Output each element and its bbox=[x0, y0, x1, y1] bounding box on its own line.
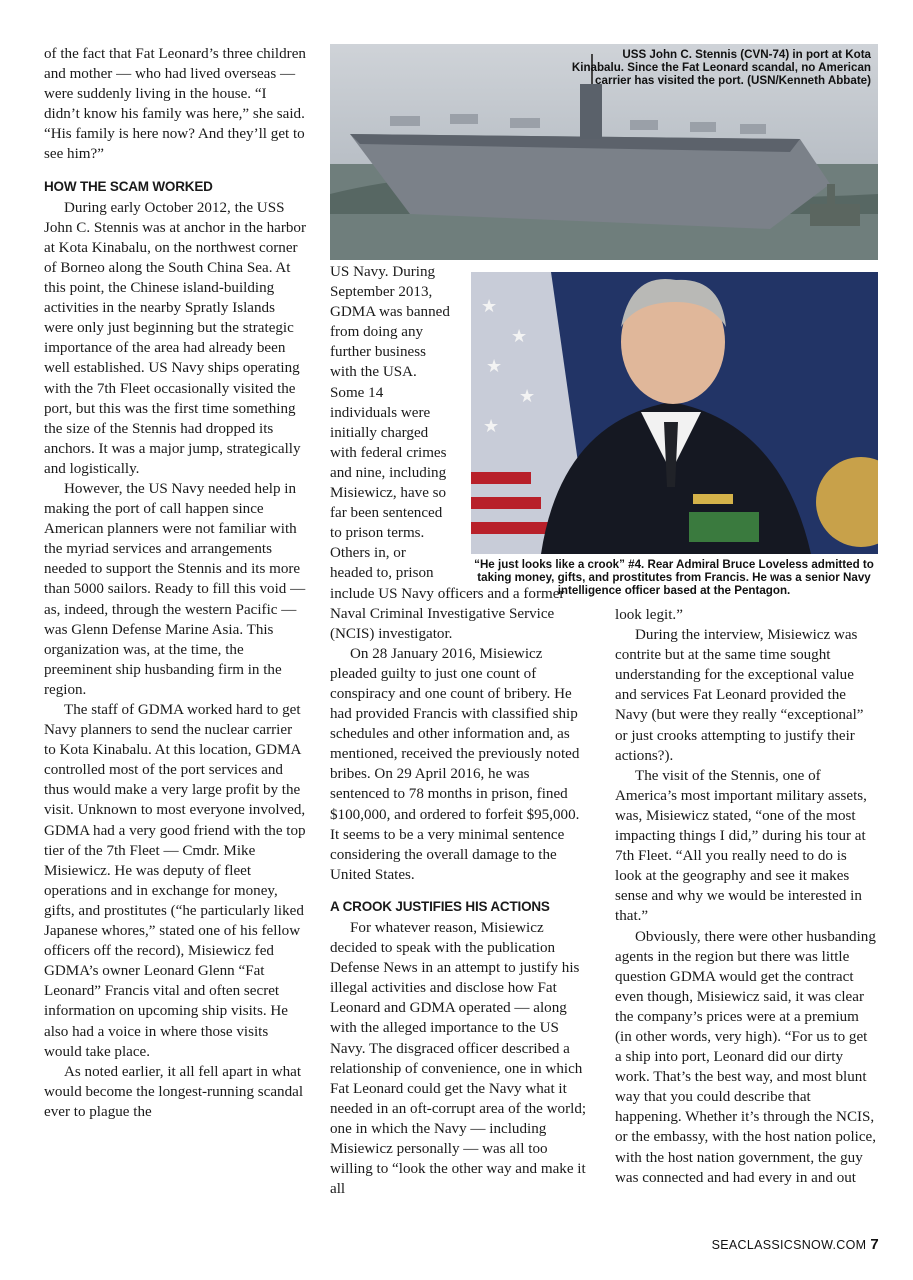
paragraph: As noted earlier, it all fell apart in what would become the longest-running scandal ever to plague the bbox=[44, 1063, 304, 1120]
paragraph: look legit.” bbox=[615, 607, 683, 623]
paragraph: include US Navy officers and a former Naval Criminal Investigative Service (NCIS) investigator. bbox=[330, 585, 565, 642]
article-column-3 bbox=[615, 605, 877, 1188]
paragraph: US Navy. During September 2013, GDMA was banned from doing any further business with the USA. Some 14 individuals were initially charged with federal crimes and nine, including Misiewicz, have so far been sentenced to prison terms. Others in, or headed to, prison bbox=[330, 264, 450, 582]
paragraph: During the interview, Misiewicz was contrite but at the same time sought understanding for the exceptional value and services Fat Leonard provided the Navy (but were they really “exceptional” or just crooks attempting to justify their actions?). bbox=[615, 627, 864, 764]
svg-text:★: ★ bbox=[519, 386, 536, 406]
svg-text:★: ★ bbox=[481, 296, 498, 316]
paragraph: The visit of the Stennis, one of America’s most important military assets, was, Misiewicz stated, “one of the most impacting things I did,” during his tour at 7th Fleet. “All you really need to do is look at the geography and see it makes sense and why we would be interested in that.” bbox=[615, 767, 867, 925]
paragraph: Obviously, there were other husbanding agents in the region but there was little question GDMA would get the contract even though, Misiewicz said, it was clear the company’s prices were at a premium (in other words, very high). “For us to get a ship into port, Leonard did our dirty work. That’s the best way, and most blunt way that you could describe that happening. Whether it’s through the NCIS, or the embassy, with the host nation police, with the host nation government, the guy was connected and had every in and out bbox=[615, 928, 877, 1186]
svg-text:★: ★ bbox=[483, 416, 500, 436]
paragraph: For whatever reason, Misiewicz decided to speak with the publication Defense News in an attempt to justify his illegal activities and disclose how Fat Leonard and GDMA operated — along with the alleged importance to the US Navy. The disgraced officer described a relationship of convenience, one in which Fat Leonard could get the Navy what it needed in an oft-corrupt area of the world; one in which the Navy — including Misiewicz personally — was all too willing to “look the other way and make it all bbox=[330, 920, 587, 1198]
article-column-2 bbox=[330, 262, 592, 1199]
paragraph: The staff of GDMA worked hard to get Navy planners to send the nuclear carrier to Kota Kinabalu. At this location, GDMA controlled most of the port services and thus would make a very large profit by the visit. Unknown to most everyone involved, GDMA had a very good friend with the top tier of the 7th Fleet — Cmdr. Mike Misiewicz. He was deputy of fleet operations and in exchange for money, gifts, and prostitutes (“he particularly liked Japanese whores,” stated one of his fellow officers off the record), Misiewicz fed GDMA’s owner Leonard Glenn “Fat Leonard” Francis vital and often secret information on upcoming ship visits. He also had a voice in where those visits would take place. bbox=[44, 702, 306, 1060]
paragraph: of the fact that Fat Leonard’s three children and mother — who had lived overseas — were suddenly living in the house. “I didn’t know his family was here,” she said. “His family is here now? And they’ll get to see him?” bbox=[44, 46, 306, 163]
officer-photo-caption: “He just looks like a crook” #4. Rear Admiral Bruce Loveless admitted to taking money, gifts, and prostitutes from Francis. He was a senior Navy intelligence officer based at the Pentagon. bbox=[474, 558, 874, 597]
page-number: 7 bbox=[870, 1236, 879, 1253]
svg-text:★: ★ bbox=[486, 356, 503, 376]
website-url: SEACLASSICSNOW.COM bbox=[711, 1238, 867, 1252]
paragraph: During early October 2012, the USS John C. Stennis was at anchor in the harbor at Kota Kinabalu, on the northwest corner of Borneo along the South China Sea. At this point, the Chinese island-building activities in the nearby Spratly Islands were only just beginning but the strategic importance of the area had already been well established. US Navy ships operating with the 7th Fleet occasionally visited the port, but this was the first time something the size of the Stennis had dropped its anchors. It was a major jump, strategically and logistically. bbox=[44, 199, 306, 477]
paragraph: On 28 January 2016, Misiewicz pleaded guilty to just one count of conspiracy and one count of bribery. He had provided Francis with classified ship schedules and other information and, as mentioned, received the previously noted bribes. On 29 April 2016, he was sentenced to 78 months in prison, fined $100,000, and ordered to forfeit $95,000. It seems to be a very minimal sentence considering the overall damage to the United States. bbox=[330, 645, 580, 883]
svg-text:★: ★ bbox=[511, 326, 528, 346]
page-footer bbox=[712, 1236, 879, 1253]
paragraph: However, the US Navy needed help in making the port of call happen since American planners were not familiar with the myriad services and arrangements needed to support the Stennis and its more than 5000 sailors. Ready to fill this void — as, indeed, through the western Pacific — was Glenn Defense Marine Asia. This organization was, at the time, the preeminent ship husbanding firm in the region. bbox=[44, 480, 306, 698]
carrier-photo-caption: USS John C. Stennis (CVN-74) in port at Kota Kinabalu. Since the Fat Leonard scandal, no American carrier has visited the port. (USN/Kenneth Abbate) bbox=[571, 48, 871, 87]
article-column-1 bbox=[44, 44, 306, 1122]
section-heading-scam: HOW THE SCAM WORKED bbox=[44, 178, 213, 194]
section-heading-crook: A CROOK JUSTIFIES HIS ACTIONS bbox=[330, 898, 550, 914]
